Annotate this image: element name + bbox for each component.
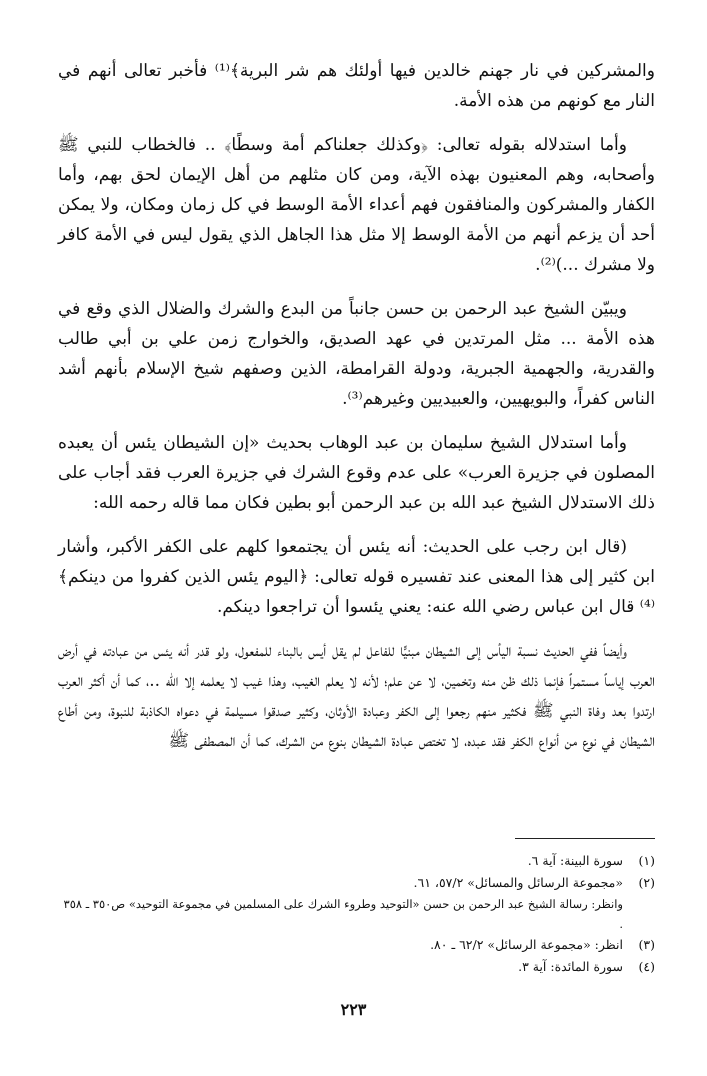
footnote-2 xyxy=(58,872,655,894)
footnote-number: (١) xyxy=(638,853,655,868)
paragraph-2: وأما استدلاله بقوله تعالى: ﴿وكذلك جعلناكم أمة وسطًا﴾ .. فالخطاب للنبي ﷺ وأصحابه، وهم المعنيون بهذه الآية، ومن كان مثلهم من أهل الإيمان لحق بهم، وأما الكفار والمشركون والمنافقون فهم أعداء الأمة الوسط في كل زمان ومكان، ولا يمكن أحد أن يزعم أنهم من الأمة الوسط إلا مثل هذا الجاهل الذي يقول ليس في الأمة كافر ولا مشرك ...)⁽²⁾. xyxy=(58,135,655,275)
footnote-divider xyxy=(515,838,655,839)
footnote-number: (٤) xyxy=(638,959,655,974)
main-text xyxy=(58,56,655,770)
footnote-text: سورة البينة: آية ٦. xyxy=(527,853,623,868)
footnotes xyxy=(58,850,655,978)
footnote-4 xyxy=(58,956,655,978)
footnote-1 xyxy=(58,850,655,872)
page-number: ٢٢٣ xyxy=(340,1000,367,1019)
footnote-text: «مجموعة الرسائل والمسائل» ٥٧/٢، ٦١. xyxy=(413,875,623,890)
footnote-text: انظر: «مجموعة الرسائل» ٦٢/٢ ـ ٨٠. xyxy=(430,937,623,952)
paragraph-6: وأيضاً ففي الحديث نسبة اليأس إلى الشيطان مبنيًّا للفاعل لم يقل أيس بالبناء للمفعول، ولو قدر أنه يئس من عبادته في أرض العرب إياساً مستمراً فإنما ذلك ظن منه وتخمين، لا عن علم؛ لأنه لا يعلم الغيب، وهذا غيب لا يعلمه إلا الله ..، كما أن أكثر العرب ارتدوا بعد وفاة النبي ﷺ فكثير منهم رجعوا إلى الكفر وعبادة الأوثان، وكثير صدقوا مسيلمة في دعواه الكاذبة للنبوة، ومن أطاع الشيطان في نوع من أنواع الكفر فقد عبده، لا تختص عبادة الشيطان بنوع من الشرك، كما أن المصطفى ﷺ xyxy=(58,641,655,751)
footnote-3 xyxy=(58,934,655,956)
footnote-text: سورة المائدة: آية ٣. xyxy=(518,959,623,974)
paragraph-5: (قال ابن رجب على الحديث: أنه يئس أن يجتمعوا كلهم على الكفر الأكبر، وأشار ابن كثير إلى هذا المعنى عند تفسيره قوله تعالى: ﴿اليوم يئس الذين كفروا من دينكم﴾⁽⁴⁾ قال ابن عباس رضي الله عنه: يعني يئسوا أن تراجعوا دينكم. xyxy=(58,537,655,617)
footnote-2-continuation xyxy=(58,894,655,934)
footnote-number: (٢) xyxy=(638,875,655,890)
footnote-text: وانظر: رسالة الشيخ عبد الرحمن بن حسن «التوحيد وطروء الشرك على المسلمين في مجموعة التوحيد» ص٣٥٠ ـ ٣٥٨ . xyxy=(63,897,623,931)
paragraph-4: وأما استدلال الشيخ سليمان بن عبد الوهاب بحديث «إن الشيطان يئس أن يعبده المصلون في جزيرة العرب» على عدم وقوع الشرك في جزيرة العرب فقد أجاب على ذلك الاستدلال الشيخ عبد الله بن عبد الرحمن أبو بطين فكان مما قاله رحمه الله: xyxy=(58,433,655,513)
footnote-number: (٣) xyxy=(638,937,655,952)
paragraph-1: والمشركين في نار جهنم خالدين فيها أولئك هم شر البرية﴾⁽¹⁾ فأخبر تعالى أنهم في النار مع كونهم من هذه الأمة. xyxy=(58,61,655,111)
paragraph-3: ويبيّن الشيخ عبد الرحمن بن حسن جانباً من البدع والشرك والضلال الذي وقع في هذه الأمة ... مثل المرتدين في عهد الصديق، والخوارج زمن علي بن أبي طالب والقدرية، والجهمية الجبرية، ودولة القرامطة، الذين وصفهم شيخ الإسلام بأنهم أشد الناس كفراً، والبويهيين، والعبيديين وغيرهم⁽³⁾. xyxy=(58,299,655,409)
